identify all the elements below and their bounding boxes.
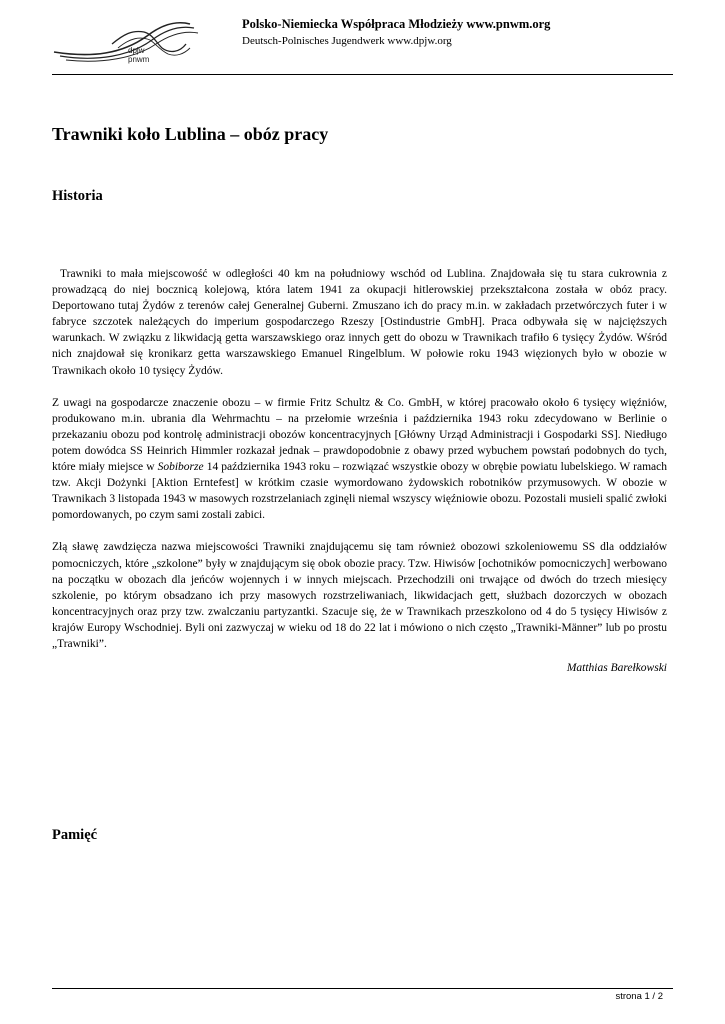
footer-divider [52, 988, 673, 989]
header-organization-de: Deutsch-Polnisches Jugendwerk www.dpjw.org [242, 35, 452, 47]
logo-text [128, 46, 149, 64]
paragraph-2-italic-sobiborze: Sobiborze [157, 461, 204, 474]
paragraph-3: Złą sławę zawdzięcza nazwa miejscowości Trawniki znajdującemu się tam również obozowi szkoleniowemu SS dla oddziałów pomocniczych, które „szkolone” były w znajdującym się obok obozie pracy. Tzw. Hiwisów [ochotników pomocniczych] werbowano na początku w obozach dla jeńców wojennych i w innych miejscach. Przechodzili oni trwające od dwóch do trzech miesięcy szkolenie, po którym obsadzano ich przy masowych rozstrzeliwaniach, likwidacjach gett, służbach dozorczych w obozach koncentracyjnych oraz przy tzw. zwalczaniu partyzantki. Szacuje się, że w Trawnikach przeszkolono od 4 do 5 tysięcy Hiwisów z krajów Europy Wschodniej. Byli oni zazwyczaj w wieku od 18 do 22 lat i mówiono o nich często „Trawniki-Männer” lub po prostu „Trawniki”. [52, 541, 667, 650]
logo-text-dpjw: dpjw [128, 46, 145, 55]
section-heading-historia: Historia [52, 188, 103, 204]
header-divider [52, 74, 673, 75]
paragraph-2-part-1: Z uwagi na gospodarcze znaczenie obozu – w firmie Fritz Schultz & Co. GmbH, w której pracowało około 6 tysięcy więźniów, produkowano m.in. ubrania dla Wehrmachtu – na przełomie września i października 1943 roku zdecydowano w Berlinie o przekazaniu obozu pod kontrolę administracji obozów koncentracyjnych [Główny Urząd Administracji i Gospodarki SS]. Niedługo potem dowódca SS Heinrich Himmler rozkazał jednak – prawdopodobnie z obawy przed wybuchem powstań podobnych do tych, które miały miejsce w [52, 396, 667, 474]
author-signature: Matthias Barełkowski [566, 662, 667, 674]
section-heading-pamiec: Pamięć [52, 827, 98, 843]
paragraph-2 [52, 395, 667, 524]
paragraph-1: Trawniki to mała miejscowość w odległości 40 km na południowy wschód od Lublina. Znajdowała się tu stara cukrownia z prowadzącą do niej bocznicą kolejową, która latem 1941 za okupacji hitlerowskiej przekształcona została w obóz pracy. Deportowano tutaj Żydów z terenów całej Generalnej Guberni. Zmuszano ich do pracy m.in. w zakładach przetwórczych futer i w fabryce szczotek należących do imperium gospodarczego Rzeszy [Ostindustrie GmbH]. Praca odbywała się w najcięższych warunkach. W związku z likwidacją getta warszawskiego oraz innych gett do obozu w Trawnikach trafiło 6 tysięcy Żydów. Wśród nich znajdował się kronikarz getta warszawskiego Emanuel Ringelblum. W połowie roku 1943 więzionych było w obozie w Trawnikach około 10 tysięcy Żydów. [52, 268, 667, 377]
document-body [52, 266, 667, 668]
page-number: strona 1 / 2 [615, 991, 663, 1002]
header-organization-pl: Polsko-Niemiecka Współpraca Młodzieży www.pnwm.org [242, 17, 551, 31]
paragraph-2-part-2: 14 października 1943 roku – rozwiązać wszystkie obozy w obrębie powiatu lubelskiego. W ramach tzw. Akcji Dożynki [Aktion Erntefest] w krótkim czasie wymordowano żydowskich robotników przymusowych. W obozie w Trawnikach 3 listopada 1943 w masowych rozstrzelaniach zginęli niemal wszyscy więźniowie obozu. Pozostali musieli spalić zwłoki pomordowanych, po czym sami zostali zabici. [52, 461, 667, 522]
document-title: Trawniki koło Lublina – obóz pracy [52, 124, 329, 144]
logo-text-pnwm: pnwm [128, 55, 150, 64]
